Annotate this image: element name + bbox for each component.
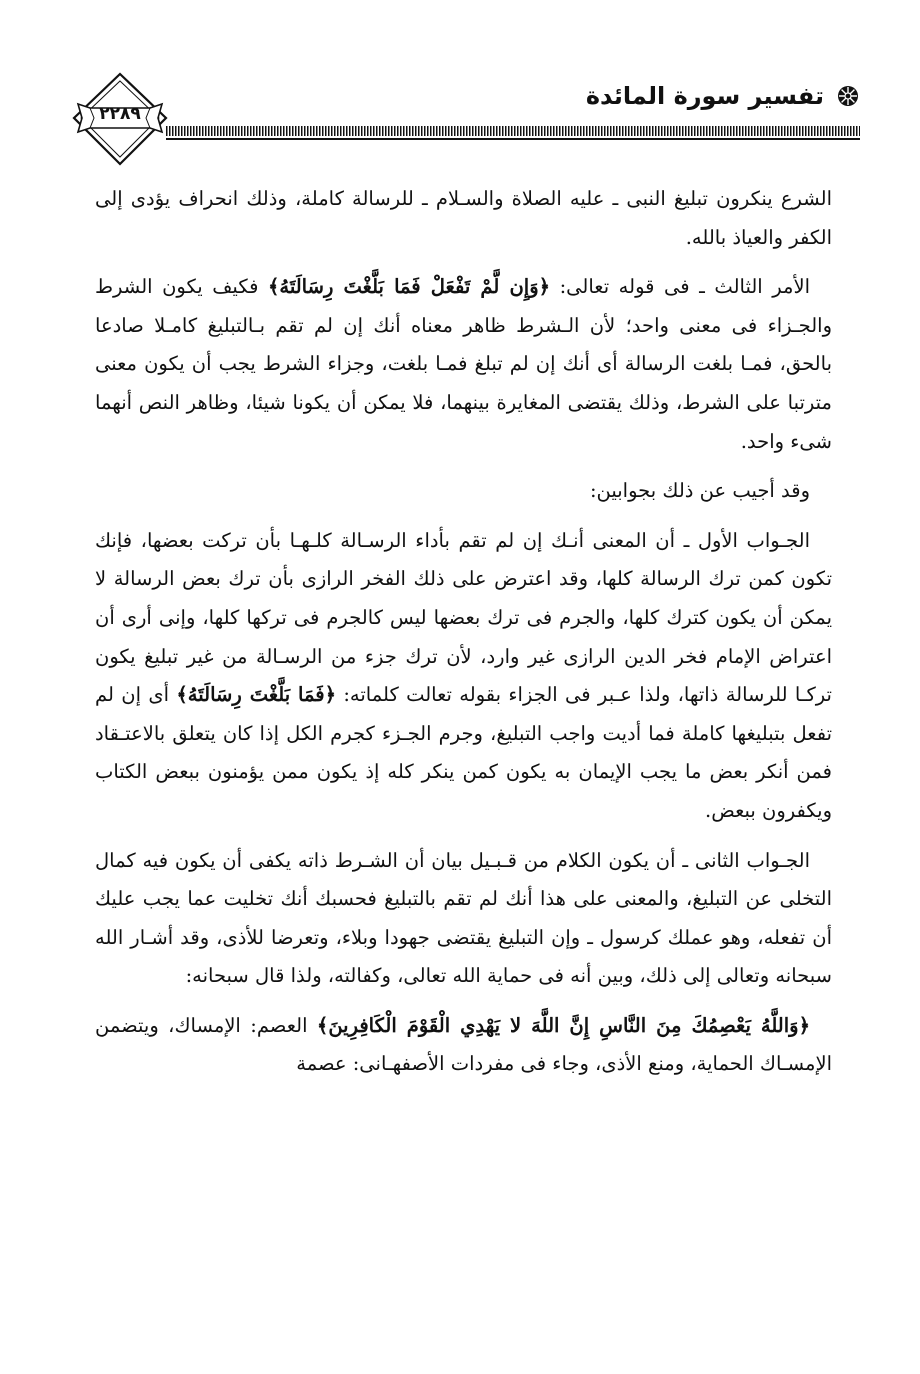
- header-underline: [166, 138, 860, 140]
- text-segment: أى إن لم تفعل بتبليغها كاملة فما أديت واجب التبليغ، وجرم الجـزء كجرم الكل إذا كان يتعلق بالاعتـقاد فمن أنكر بعض ما يجب الإيمان به يكون كمن ينكر كله إذ يكون ممن يؤمنون ببعض الكتاب ويكفرون ببعض.: [95, 683, 832, 822]
- text-segment: العصم: الإمساك، ويتضمن الإمسـاك الحماية، ومنع الأذى، وجاء فى مفردات الأصفهـانى: عصمة: [95, 1013, 832, 1076]
- page-number: ٢٢٨٩: [99, 104, 141, 124]
- quran-verse: ﴿وَاللَّهُ يَعْصِمُكَ مِنَ النَّاسِ إِنَّ اللَّهَ لا يَهْدِي الْقَوْمَ الْكَافِرِينَ﴾: [316, 1013, 811, 1037]
- paragraph: [95, 522, 832, 831]
- page-header: [70, 70, 860, 170]
- text-segment: وقد أجيب عن ذلك بجوابين:: [589, 479, 810, 503]
- paragraph: [95, 180, 832, 257]
- paragraph: [95, 472, 832, 511]
- quran-verse: ﴿فَمَا بَلَّغْتَ رِسَالَتَهُ﴾: [176, 683, 337, 707]
- text-segment: الأمر الثالث ـ فى قوله تعالى:: [550, 275, 810, 299]
- header-title-row: [586, 82, 860, 110]
- paragraph: [95, 1007, 832, 1084]
- body-text: [95, 180, 832, 1095]
- paragraph: [95, 842, 832, 996]
- header-hatched-rule: [166, 126, 860, 136]
- floral-ornament-icon: [836, 84, 860, 108]
- quran-verse: ﴿وَإِن لَّمْ تَفْعَلْ فَمَا بَلَّغْتَ رِسَالَتَهُ﴾: [267, 275, 551, 299]
- paragraph: [95, 268, 832, 461]
- text-segment: فكيف يكون الشرط والجـزاء فى معنى واحد؛ لأن الـشرط ظاهر معناه أنك إن لم تقم بـالتبليغ كامـلا صادعا بالحق، فمـا بلغت الرسالة أى أنك إن لم تبلغ فمـا بلغت، وجزاء الشرط يجب أن يكون معنى مترتبا على الشرط، وذلك يقتضى المغايرة بينهما، فلا يمكن أن يكونا شيئا، وظاهر النص أنهما شىء واحد.: [95, 275, 832, 453]
- surah-title: تفسير سورة المائدة: [585, 82, 824, 110]
- text-segment: الشرع ينكرون تبليغ النبى ـ عليه الصلاة والسـلام ـ للرسالة كاملة، وذلك انحراف يؤدى إلى الكفر والعياذ بالله.: [95, 187, 832, 249]
- text-segment: الجـواب الثانى ـ أن يكون الكلام من قـبـيل بيان أن الشـرط ذاته يكفى أن يكون فيه كمال التخلى عن التبليغ، والمعنى على هذا أنك لم تقم بالتبليغ فحسبك أنك تخليت عما يجب عليك أن تفعله، وهو عملك كرسول ـ وإن التبليغ يقتضى جهودا وبلاء، وتعرضا للأذى، وقد أشـار الله سبحانه وتعالى إلى ذلك، وبين أنه فى حماية الله تعالى، وكفالته، ولذا قال سبحانه:: [95, 848, 832, 988]
- text-segment: الجـواب الأول ـ أن المعنى أنـك إن لم تقم بأداء الرسـالة كلـهـا بأن تركت بعضها، فإنك تكون كمن ترك الرسالة كلها، وقد اعترض على ذلك الفخر الرازى بأن ترك بعض الرسالة لا يمكن أن يكون كترك كلها، والجرم فى ترك بعضها ليس كالجرم فى تركها كلها، وإنى أرى أن اعتراض الإمام فخر الدين الرازى غير وارد، لأن ترك جزء من الرسـالة من غير تبليغ يكون تركـا للرسالة ذاتها، ولذا عـبر فى الجزاء بقوله تعالت كلماته:: [95, 528, 832, 707]
